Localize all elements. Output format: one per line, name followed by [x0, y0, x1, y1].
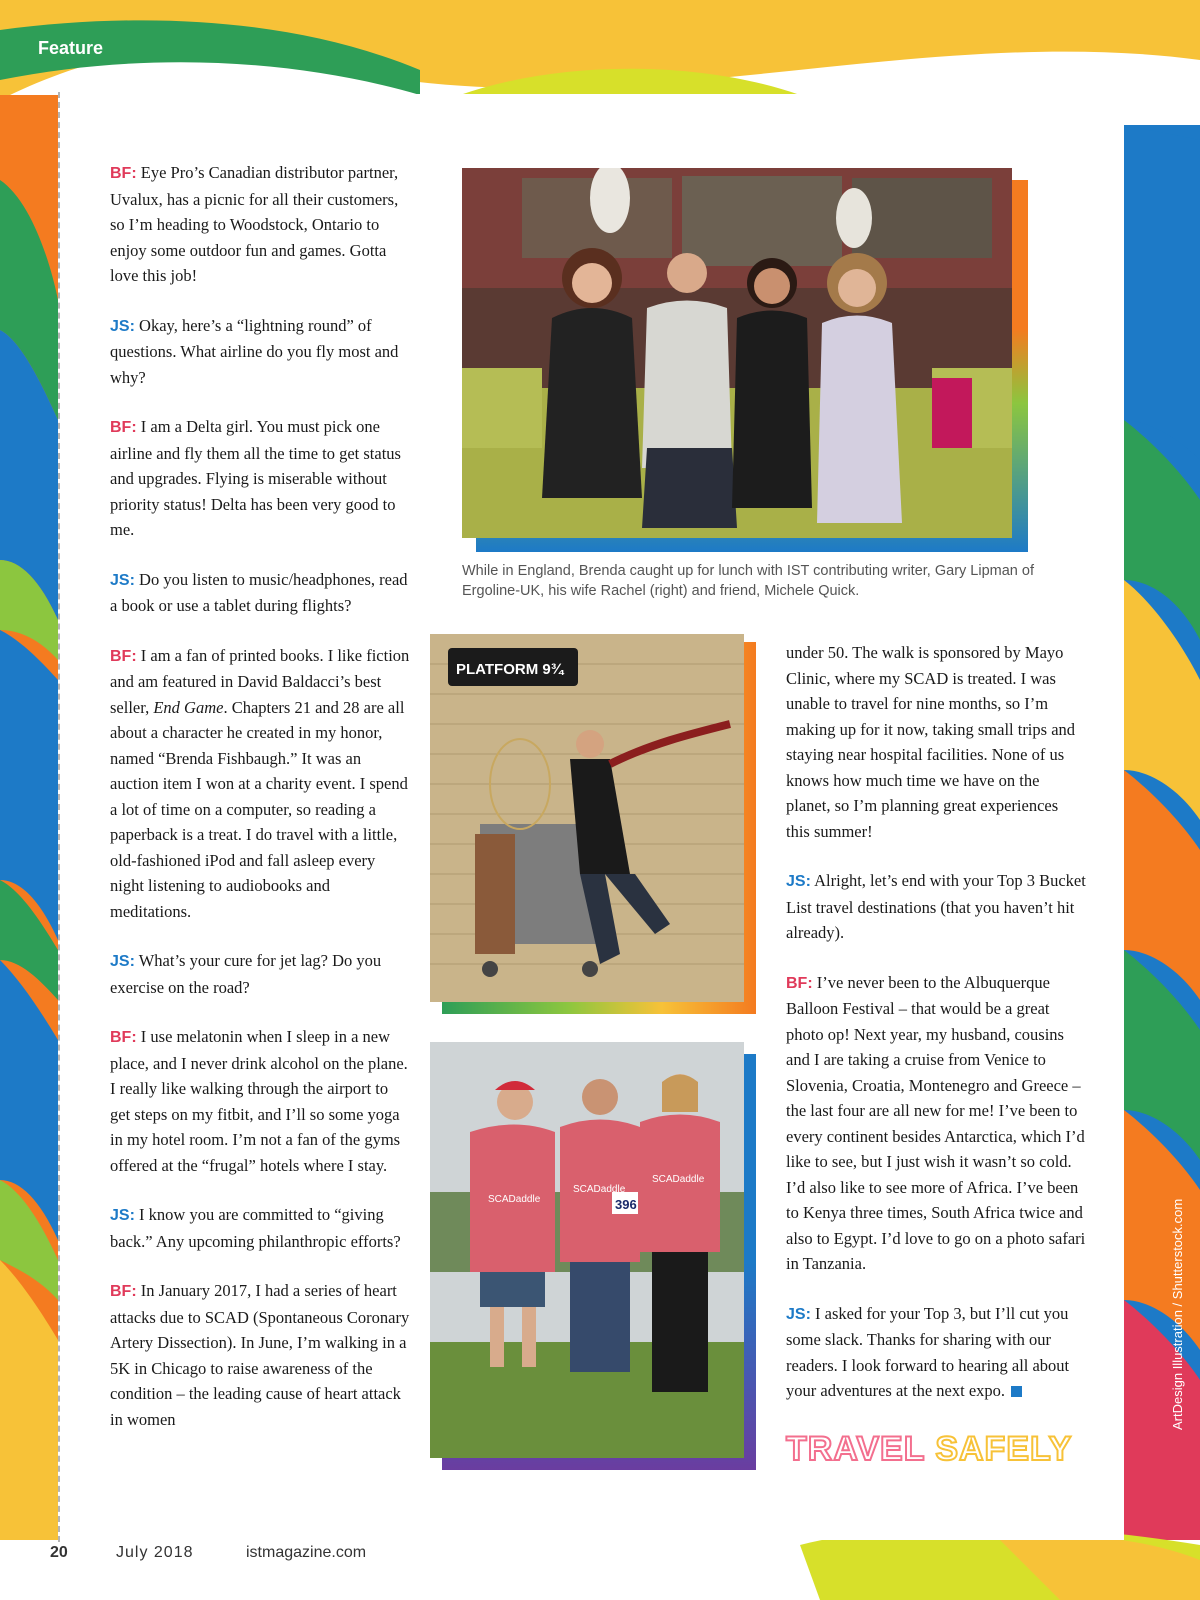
- interview-paragraph: [110, 567, 410, 619]
- paragraph-text: Do you listen to music/headphones, read a book or use a tablet during flights?: [110, 569, 408, 615]
- interview-paragraph: [110, 1278, 410, 1432]
- interview-paragraph: [786, 970, 1086, 1277]
- continuation-paragraph: under 50. The walk is sponsored by Mayo Clinic, where my SCAD is treated. I was unable to travel for nine months, so I’m making up for it now, taking small trips and staying near hospital facilities. None of us knows how much time we have on the planet, so I’m planning great experiences this summer!: [786, 643, 1076, 841]
- platform-sign-text: PLATFORM 9¾: [456, 661, 564, 678]
- paragraph-text: I’ve never been to the Albuquerque Balloon Festival – that would be a great photo op! Next year, my husband, cousins and I are taking a cruise from Venice to Slovenia, Croatia, Montenegro and Greece – the last four are all new for me! I’ve been to every continent besides Antarctica, which I’d like to see, but I just wish it wasn’t so cold. I’d also like to see more of Africa. I’ve been to Kenya three times, South Africa twice and also to Egypt. I’d love to go on a photo safari in Tanzania.: [786, 972, 1086, 1273]
- left-text-column: [110, 160, 410, 1456]
- logo-word-travel: TRAVEL: [786, 1430, 925, 1468]
- image-credit: ArtDesign Illustration / Shutterstock.com: [1170, 1198, 1185, 1430]
- speaker-tag: JS:: [110, 571, 135, 589]
- group-photo: [462, 168, 1028, 552]
- section-label: Feature: [38, 38, 104, 58]
- paragraph-text: I asked for your Top 3, but I’ll cut you some slack. Thanks for sharing with our readers. I look forward to hearing all about your adventures at the next expo.: [786, 1303, 1070, 1400]
- paragraph-text: Okay, here’s a “lightning round” of questions. What airline do you fly most and why?: [110, 315, 399, 387]
- speaker-tag: JS:: [110, 1207, 135, 1224]
- paragraph-text: I use melatonin when I sleep in a new place, and I never drink alcohol on the plane. I really like walking through the airport to get steps on my fitbit, and I’ll so some yoga in my hotel room. I’m not a fan of the gyms offered at the “frugal” hotels where I stay.: [110, 1027, 408, 1175]
- speaker-tag: JS:: [786, 873, 811, 890]
- paragraph-text: I am a fan of printed books. I like fiction and am featured in David Baldacci’s best seller,: [110, 645, 410, 717]
- page-number: 20: [50, 1544, 68, 1561]
- speaker-tag: BF:: [110, 165, 137, 182]
- speaker-tag: BF:: [110, 647, 137, 665]
- paragraph-text: I am a Delta girl. You must pick one airline and fly them all the time to get status and upgrades. Flying is miserable without priority status! Delta has been very good to me.: [110, 417, 401, 539]
- platform-photo: [430, 634, 756, 1014]
- speaker-tag: JS:: [110, 953, 135, 970]
- speaker-tag: BF:: [110, 1029, 137, 1046]
- paragraph-text: . Chapters 21 and 28 are all about a character he created in my honor, named “Brenda Fishbaugh.” It was an auction item I won at a charity event. I spend a lot of time on a computer, so reading a paperback is a treat. I do travel with a little, old-fashioned iPod and fall asleep every night listening to audiobooks and meditations.: [110, 697, 408, 921]
- photo-image: [462, 168, 1012, 538]
- dashed-guide-line: [58, 92, 60, 1542]
- photo-caption: While in England, Brenda caught up for lunch with IST contributing writer, Gary Lipman of Ergoline-UK, his wife Rachel (right) and friend, Michele Quick.: [462, 563, 1034, 599]
- speaker-tag: BF:: [110, 1283, 137, 1300]
- interview-paragraph: [110, 414, 410, 543]
- right-text-column: [786, 640, 1086, 1428]
- speaker-tag: BF:: [110, 419, 137, 436]
- end-of-article-mark: [1011, 1386, 1022, 1397]
- paragraph-text: I know you are committed to “giving back.” Any upcoming philanthropic efforts?: [110, 1205, 401, 1251]
- interview-paragraph: [110, 1202, 410, 1254]
- interview-paragraph: [110, 948, 410, 1000]
- interview-paragraph: [110, 643, 410, 925]
- paragraph-text: What’s your cure for jet lag? Do you exercise on the road?: [110, 951, 382, 997]
- paragraph-text: Alright, let’s end with your Top 3 Bucket List travel destinations (that you haven’t hit already).: [786, 871, 1086, 942]
- website-link[interactable]: istmagazine.com: [246, 1544, 367, 1561]
- speaker-tag: BF:: [786, 974, 813, 992]
- paragraph-text: In January 2017, I had a series of heart attacks due to SCAD (Spontaneous Coronary Artery Dissection). In June, I’m walking in a 5K in Chicago to raise awareness of the condition – the leading cause of heart attack in women: [110, 1281, 410, 1429]
- shirt-logo-text: SCADaddle: [488, 1194, 541, 1205]
- logo-word-safely: SAFELY: [935, 1430, 1073, 1468]
- interview-paragraph: [786, 868, 1086, 946]
- shirt-logo-text: SCADaddle: [652, 1174, 705, 1185]
- photo-image: [430, 1042, 744, 1458]
- interview-paragraph: [110, 1024, 410, 1178]
- book-title: End Game: [153, 697, 224, 717]
- issue-date: July 2018: [116, 1544, 194, 1561]
- speaker-tag: JS:: [786, 1305, 811, 1323]
- interview-paragraph: [786, 1301, 1086, 1404]
- shirt-logo-text: SCADaddle: [573, 1184, 626, 1195]
- speaker-tag: JS:: [110, 317, 135, 335]
- photo-image: [430, 634, 744, 1002]
- paragraph-text: Eye Pro’s Canadian distributor partner, Uvalux, has a picnic for all their customers, so I’m heading to Woodstock, Ontario to enjoy some outdoor fun and games. Gotta love this job!: [110, 163, 399, 285]
- interview-paragraph: [110, 160, 410, 289]
- interview-paragraph: [110, 313, 410, 391]
- scadaddle-photo: [430, 1042, 756, 1470]
- travel-safely-logo: [786, 1430, 1072, 1469]
- race-bib-number: 396: [615, 1197, 637, 1212]
